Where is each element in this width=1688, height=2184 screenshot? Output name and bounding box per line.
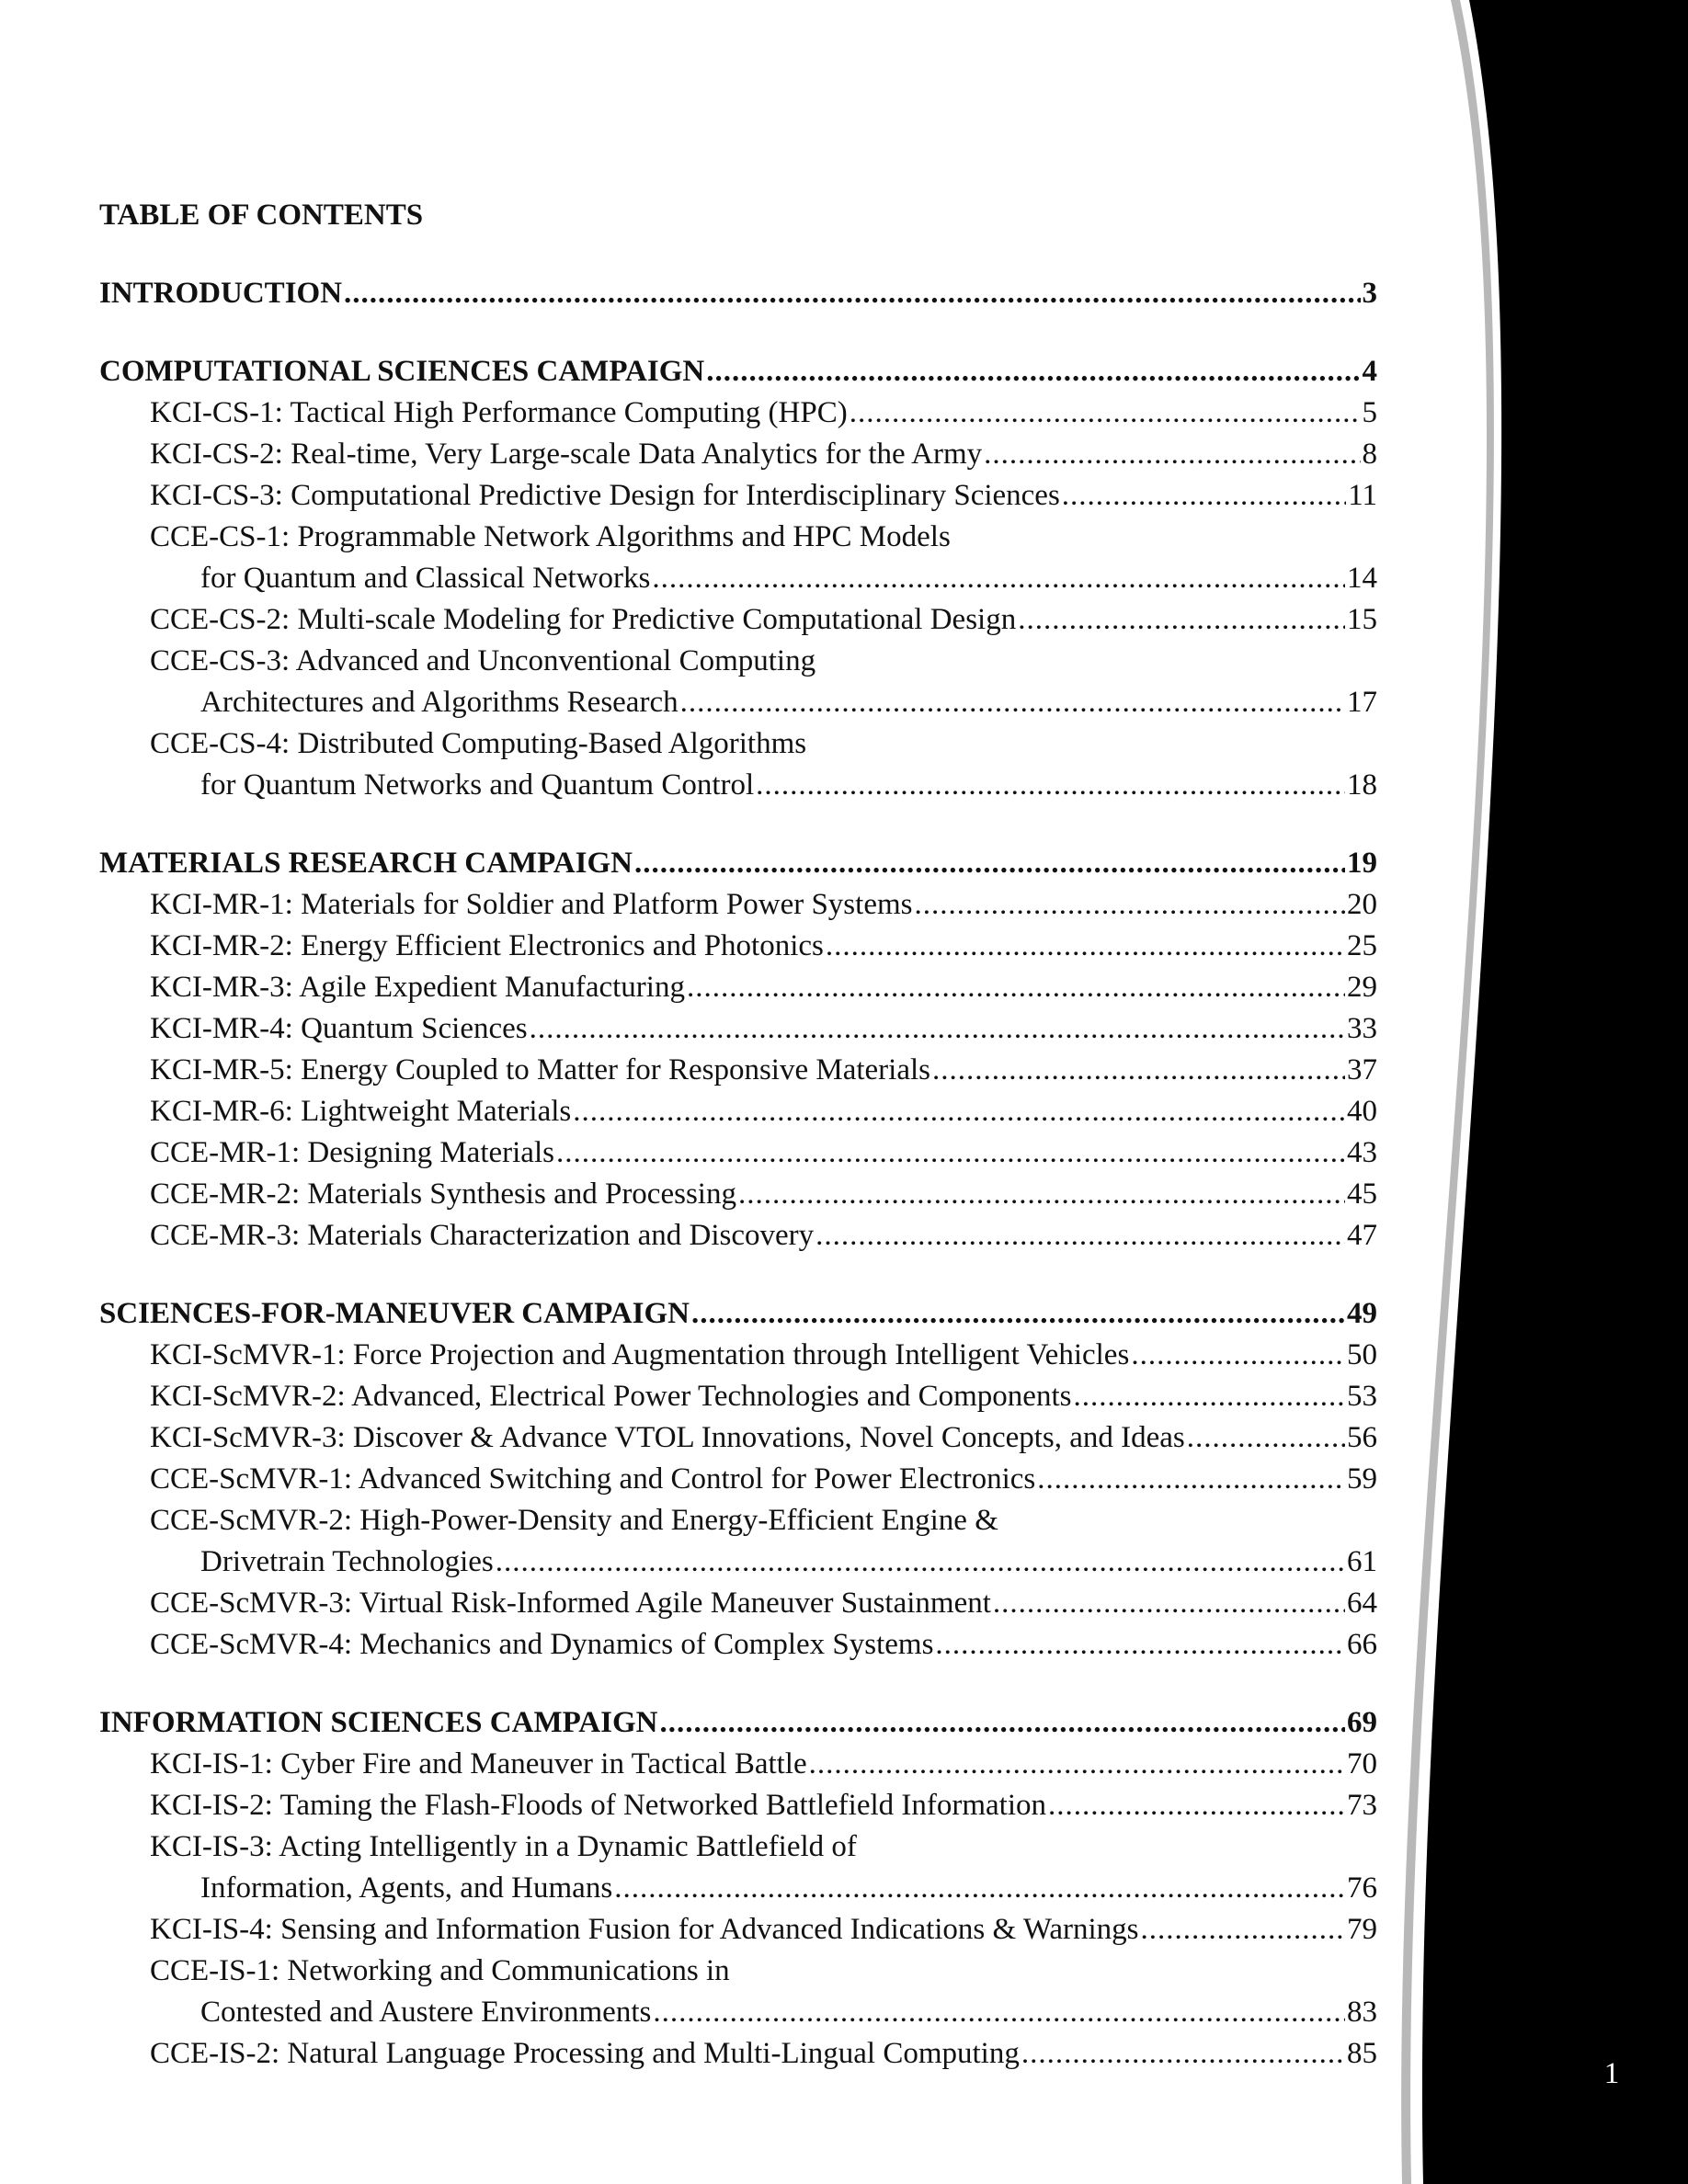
toc-page-number: 29 (1347, 971, 1377, 1004)
dot-leader (1062, 475, 1346, 517)
toc-entry-text: INTRODUCTION (99, 277, 343, 310)
toc-page-number: 47 (1347, 1219, 1377, 1252)
dot-leader (809, 1744, 1345, 1785)
dot-leader (659, 1702, 1345, 1744)
toc-entry-continuation[interactable] (99, 682, 1377, 723)
toc-entry-text: KCI-ScMVR-2: Advanced, Electrical Power Technologies and Components (150, 1380, 1072, 1413)
toc-entry-continuation[interactable] (99, 765, 1377, 806)
toc-entry[interactable] (99, 1785, 1377, 1826)
toc-entry-text: KCI-IS-4: Sensing and Information Fusion for Advanced Indications & Warnings (150, 1913, 1139, 1946)
toc-entry[interactable] (99, 1376, 1377, 1417)
toc-entry[interactable] (99, 1951, 1377, 1992)
dot-leader (984, 434, 1360, 475)
toc-entry-text: KCI-IS-1: Cyber Fire and Maneuver in Tactical Battle (150, 1747, 807, 1780)
toc-page-number: 5 (1362, 396, 1377, 429)
toc-entry-text: KCI-IS-3: Acting Intelligently in a Dynamic Battlefield of (150, 1830, 857, 1863)
toc-page-number: 61 (1347, 1545, 1377, 1578)
dot-leader (634, 843, 1345, 884)
toc-page-number: 85 (1347, 2037, 1377, 2070)
toc-page-number: 8 (1362, 438, 1377, 471)
toc-entry-text: CCE-CS-2: Multi-scale Modeling for Predictive Computational Design (150, 603, 1017, 636)
toc-page-number: 37 (1347, 1053, 1377, 1086)
toc-entry[interactable] (99, 641, 1377, 682)
toc-entry-text: Contested and Austere Environments (200, 1996, 652, 2029)
dot-leader (573, 1091, 1345, 1132)
toc-entry[interactable] (99, 1583, 1377, 1624)
dot-leader (826, 926, 1345, 967)
toc-entry[interactable] (99, 599, 1377, 641)
toc-page-number: 33 (1347, 1012, 1377, 1045)
toc-section-sciences-for-maneuver-campaign (99, 1293, 1377, 1666)
toc-entry-text: CCE-ScMVR-1: Advanced Switching and Control for Power Electronics (150, 1462, 1036, 1496)
toc-page-number: 59 (1347, 1462, 1377, 1496)
toc-entry-text: Architectures and Algorithms Research (200, 686, 679, 719)
toc-entry-text: KCI-MR-4: Quantum Sciences (150, 1012, 528, 1045)
toc-entry-text: CCE-IS-1: Networking and Communications in (150, 1954, 730, 1987)
toc-entry-text: CCE-CS-4: Distributed Computing-Based Algorithms (150, 727, 807, 760)
toc-page-number: 15 (1347, 603, 1377, 636)
toc-page-number: 69 (1347, 1706, 1377, 1739)
toc-entry[interactable] (99, 1091, 1377, 1132)
toc-entry-continuation[interactable] (99, 558, 1377, 599)
toc-entry[interactable] (99, 967, 1377, 1008)
toc-entry-text: KCI-CS-1: Tactical High Performance Computing (HPC) (150, 396, 848, 429)
toc-section-heading[interactable] (99, 1702, 1377, 1744)
dot-leader (691, 1293, 1345, 1335)
toc-entry-text: SCIENCES-FOR-MANEUVER CAMPAIGN (99, 1297, 690, 1330)
table-of-contents (99, 195, 1377, 2111)
toc-entry-text: CCE-ScMVR-4: Mechanics and Dynamics of Complex Systems (150, 1628, 934, 1661)
toc-entry[interactable] (99, 1132, 1377, 1174)
toc-entry[interactable] (99, 1335, 1377, 1376)
toc-entry-text: INFORMATION SCIENCES CAMPAIGN (99, 1706, 658, 1739)
dot-leader (1048, 1785, 1345, 1826)
toc-page-number: 18 (1347, 768, 1377, 802)
toc-entry-text: KCI-ScMVR-1: Force Projection and Augmentation through Intelligent Vehicles (150, 1338, 1130, 1371)
toc-entry-text: KCI-MR-5: Energy Coupled to Matter for Responsive Materials (150, 1053, 930, 1086)
toc-entry-text: KCI-ScMVR-3: Discover & Advance VTOL Innovations, Novel Concepts, and Ideas (150, 1421, 1185, 1454)
toc-entry[interactable] (99, 1826, 1377, 1868)
toc-page-number: 43 (1347, 1136, 1377, 1169)
dot-leader (496, 1541, 1345, 1583)
toc-entry[interactable] (99, 475, 1377, 517)
toc-entry-continuation[interactable] (99, 1541, 1377, 1583)
toc-entry-text: CCE-ScMVR-3: Virtual Risk-Informed Agile Maneuver Sustainment (150, 1587, 991, 1620)
toc-entry-text: CCE-MR-2: Materials Synthesis and Processing (150, 1177, 736, 1211)
toc-entry[interactable] (99, 1459, 1377, 1500)
toc-entry-text: for Quantum and Classical Networks (200, 562, 651, 595)
dot-leader (1021, 2033, 1345, 2075)
toc-page-number: 73 (1347, 1789, 1377, 1822)
toc-entry-text: CCE-CS-3: Advanced and Unconventional Computing (150, 644, 816, 677)
toc-section-materials-research-campaign (99, 843, 1377, 1257)
toc-entry-text: KCI-MR-1: Materials for Soldier and Platform Power Systems (150, 888, 913, 921)
toc-page-number: 49 (1347, 1297, 1377, 1330)
dot-leader (1131, 1335, 1345, 1376)
dot-leader (850, 392, 1361, 434)
dot-leader (738, 1174, 1345, 1215)
toc-entry-text: COMPUTATIONAL SCIENCES CAMPAIGN (99, 355, 705, 388)
toc-entry-text: KCI-MR-2: Energy Efficient Electronics and Photonics (150, 929, 824, 962)
dot-leader (1018, 599, 1345, 641)
toc-page-number: 76 (1347, 1871, 1377, 1905)
dot-leader (680, 682, 1345, 723)
page-number: 1 (1603, 2057, 1620, 2090)
toc-entry[interactable] (99, 1500, 1377, 1541)
toc-page-number: 4 (1362, 355, 1377, 388)
toc-page-number: 53 (1347, 1380, 1377, 1413)
dot-leader (530, 1008, 1345, 1050)
toc-page-number: 83 (1347, 1996, 1377, 2029)
toc-section-computational-sciences-campaign (99, 351, 1377, 806)
dot-leader (815, 1215, 1345, 1257)
toc-entry[interactable] (99, 1050, 1377, 1091)
toc-entry-text: KCI-MR-6: Lightweight Materials (150, 1095, 572, 1128)
toc-entry[interactable] (99, 392, 1377, 434)
dot-leader (653, 1992, 1345, 2033)
toc-entry[interactable] (99, 1909, 1377, 1951)
toc-page-number: 17 (1347, 686, 1377, 719)
toc-entry-continuation[interactable] (99, 1868, 1377, 1909)
toc-entry[interactable] (99, 517, 1377, 558)
toc-entry-text: CCE-MR-3: Materials Characterization and Discovery (150, 1219, 815, 1252)
toc-section-information-sciences-campaign (99, 1702, 1377, 2075)
toc-section-heading[interactable] (99, 351, 1377, 392)
toc-entry-text: CCE-CS-1: Programmable Network Algorithms and HPC Models (150, 520, 951, 553)
toc-page-number: 14 (1347, 562, 1377, 595)
toc-entry[interactable] (99, 723, 1377, 765)
toc-entry[interactable] (99, 1624, 1377, 1666)
dot-leader (1187, 1417, 1345, 1459)
toc-entry-continuation[interactable] (99, 1992, 1377, 2033)
dot-leader (935, 1624, 1345, 1666)
dot-leader (1141, 1909, 1346, 1951)
toc-page-number: 40 (1347, 1095, 1377, 1128)
dot-leader (706, 351, 1360, 392)
toc-entry-text: MATERIALS RESEARCH CAMPAIGN (99, 847, 633, 880)
toc-entry-text: KCI-CS-3: Computational Predictive Design for Interdisciplinary Sciences (150, 479, 1060, 512)
toc-section-heading[interactable] (99, 843, 1377, 884)
toc-page-number: 56 (1347, 1421, 1377, 1454)
dot-leader (556, 1132, 1345, 1174)
toc-entry[interactable] (99, 1174, 1377, 1215)
dot-leader (932, 1050, 1345, 1091)
dot-leader (614, 1868, 1345, 1909)
toc-page-number: 70 (1347, 1747, 1377, 1780)
dot-leader (1037, 1459, 1345, 1500)
dot-leader (993, 1583, 1345, 1624)
toc-entry-text: for Quantum Networks and Quantum Control (200, 768, 755, 802)
toc-entry[interactable] (99, 1744, 1377, 1785)
toc-page-number: 50 (1347, 1338, 1377, 1371)
toc-entry-text: KCI-IS-2: Taming the Flash-Floods of Networked Battlefield Information (150, 1789, 1046, 1822)
toc-page-number: 64 (1347, 1587, 1377, 1620)
toc-section-introduction (99, 273, 1377, 314)
toc-entry-text: KCI-CS-2: Real-time, Very Large-scale Data Analytics for the Army (150, 438, 983, 471)
toc-page-number: 20 (1347, 888, 1377, 921)
toc-title: TABLE OF CONTENTS (99, 199, 424, 232)
toc-entry[interactable] (99, 926, 1377, 967)
dot-leader (652, 558, 1345, 599)
toc-entry-text: Drivetrain Technologies (200, 1545, 494, 1578)
dot-leader (1073, 1376, 1345, 1417)
dot-leader (914, 884, 1345, 926)
toc-entry-text: KCI-MR-3: Agile Expedient Manufacturing (150, 971, 685, 1004)
dot-leader (687, 967, 1345, 1008)
toc-page-number: 45 (1347, 1177, 1377, 1211)
toc-page-number: 19 (1347, 847, 1377, 880)
toc-entry[interactable] (99, 884, 1377, 926)
toc-entry-text: CCE-IS-2: Natural Language Processing and Multi-Lingual Computing (150, 2037, 1020, 2070)
toc-page-number: 11 (1348, 479, 1377, 512)
toc-entry[interactable] (99, 2033, 1377, 2075)
toc-section-heading[interactable] (99, 1293, 1377, 1335)
toc-page-number: 66 (1347, 1628, 1377, 1661)
toc-entry-text: CCE-MR-1: Designing Materials (150, 1136, 554, 1169)
toc-section-heading[interactable] (99, 273, 1377, 314)
toc-entry[interactable] (99, 1008, 1377, 1050)
toc-entry[interactable] (99, 434, 1377, 475)
toc-page-number: 3 (1362, 277, 1377, 310)
toc-entry[interactable] (99, 1215, 1377, 1257)
dot-leader (756, 765, 1345, 806)
toc-entry-text: CCE-ScMVR-2: High-Power-Density and Energy-Efficient Engine & (150, 1504, 998, 1537)
toc-entry-text: Information, Agents, and Humans (200, 1871, 613, 1905)
toc-page-number: 79 (1347, 1913, 1377, 1946)
toc-page-number: 25 (1347, 929, 1377, 962)
toc-entry[interactable] (99, 1417, 1377, 1459)
dot-leader (344, 273, 1360, 314)
